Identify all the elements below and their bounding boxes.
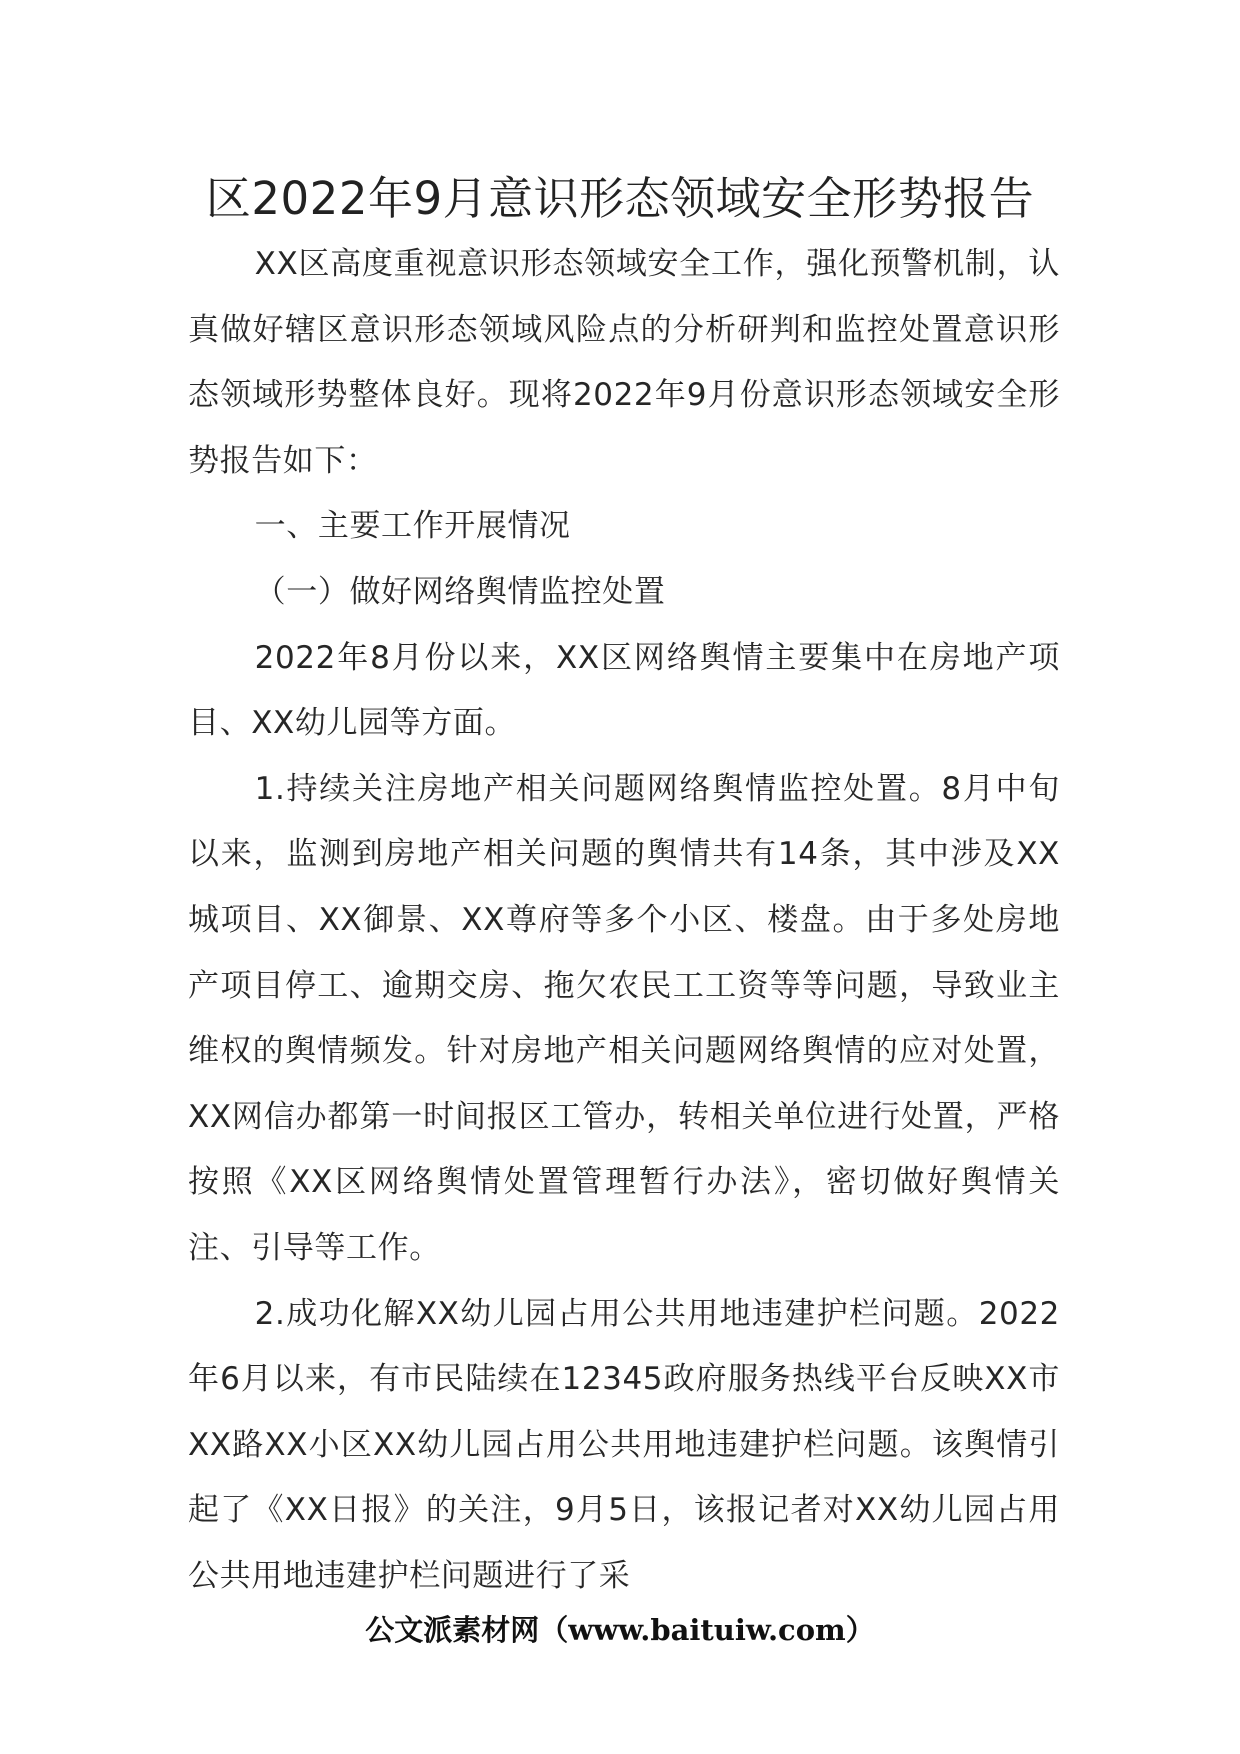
paragraph-item-2: 2.成功化解XX幼儿园占用公共用地违建护栏问题。2022年6月以来，有市民陆续在12345政府服务热线平台反映XX市XX路XX小区XX幼儿园占用公共用地违建护栏问题。该舆情引起了《XX日报》的关注，9月5日，该报记者对XX幼儿园占用公共用地违建护栏问题进行了采 [188,1295,1060,1594]
paragraph-item-1: 1.持续关注房地产相关问题网络舆情监控处置。8月中旬以来，监测到房地产相关问题的舆情共有14条，其中涉及XX城项目、XX御景、XX尊府等多个小区、楼盘。由于多处房地产项目停工、逾期交房、拖欠农民工工资等等问题，导致业主维权的舆情频发。针对房地产相关问题网络舆情的应对处置，XX网信办都第一时间报区工管办，转相关单位进行处置，严格按照《XX区网络舆情处置管理暂行办法》，密切做好舆情关注、引导等工作。 [188,770,1060,1266]
document-body [188,232,1060,1609]
paragraph-overview: 2022年8月份以来，XX区网络舆情主要集中在房地产项目、XX幼儿园等方面。 [188,639,1060,742]
footer-watermark: 公文派素材网（www.baituiw.com） [365,1613,875,1647]
section-heading-1: 一、主要工作开展情况 [254,508,571,545]
subsection-heading-1: （一）做好网络舆情监控处置 [254,573,666,610]
document-title: 区2022年9月意识形态领域安全形势报告 [205,172,1035,225]
paragraph-intro: XX区高度重视意识形态领域安全工作，强化预警机制，认真做好辖区意识形态领域风险点的分析研判和监控处置意识形态领域形势整体良好。现将2022年9月份意识形态领域安全形势报告如下： [188,246,1060,479]
